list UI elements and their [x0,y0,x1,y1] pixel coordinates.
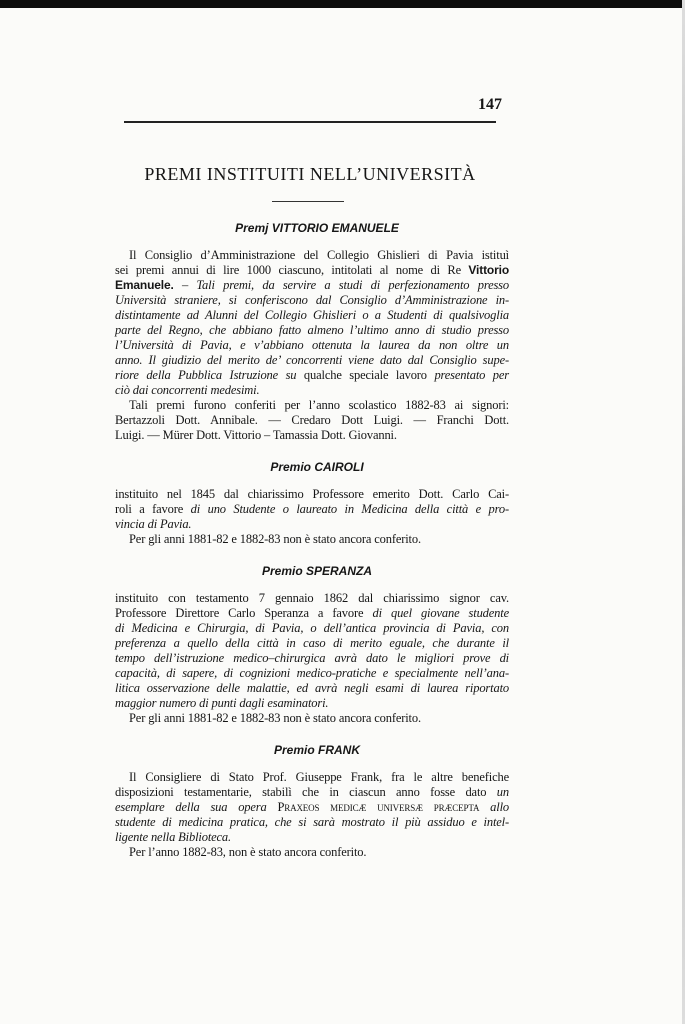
text-segment: presentato per [434,368,509,382]
text-line [115,845,509,860]
text-line [115,278,509,293]
text-line [115,323,509,338]
text-segment: un [496,785,509,799]
text-line [115,636,509,651]
text-segment: Tali premi furono conferiti per l’anno scolastico 1882-83 ai signori: [129,398,509,412]
page-number: 147 [478,96,502,113]
text-line [115,308,509,323]
section-body-frank [115,770,509,860]
text-line [115,591,509,606]
section-heading-speranza: Premio SPERANZA [261,564,373,578]
text-segment: sei premi annui di lire 1000 ciascuno, intitolati al nome di Re [115,263,469,277]
text-segment: ligente nella Biblioteca. [115,830,232,844]
text-segment: Professore Direttore Carlo Speranza a favore [115,606,373,620]
text-line [115,606,509,621]
text-segment: Il Consigliere di Stato Prof. Giuseppe Frank, fra le altre benefiche [129,770,509,784]
text-line [115,696,509,711]
text-segment: di uno Studente o laureato in Medicina della città e pro- [190,502,509,516]
text-line [115,830,509,845]
text-segment: distintamente ad Alunni del Collegio Ghislieri o a Studenti di qualsivoglia [115,308,509,322]
scan-top-border [0,0,685,8]
text-segment: instituito con testamento 7 gennaio 1862 dal chiarissimo signor cav. [115,591,509,605]
text-segment: Università straniere, si conferiscono dal Consiglio d’Amministrazione in- [115,293,509,307]
section-heading-frank: Premio FRANK [273,743,360,757]
text-segment: esemplare della sua opera [115,800,278,814]
text-line [115,263,509,278]
text-segment: vincia di Pavia. [115,517,192,531]
text-segment: Luigi. — Mürer Dott. Vittorio – Tamassia Dott. Giovanni. [115,428,397,442]
text-line [115,815,509,830]
text-segment: maggior numero di punti dagli esaminatori. [115,696,329,710]
header-rule [124,121,496,123]
text-segment: capacità, di sapere, di cognizioni medico-pratiche e specialmente nell’ana- [115,666,509,680]
text-line [115,338,509,353]
text-line [115,248,509,263]
section-body-vittorio-emanuele [115,248,509,443]
text-segment: ciò dai concorrenti medesimi. [115,383,260,397]
text-segment: di quel giovane studente [372,606,509,620]
text-segment: preferenza a quello della città in caso di merito eguale, che durante il [115,636,509,650]
title-rule [272,201,344,202]
text-line [115,785,509,800]
text-segment: Per gli anni 1881-82 e 1882-83 non è stato ancora conferito. [129,711,421,725]
text-segment: l’Università di Pavia, e v’abbiano ottenuta la laurea da non oltre un [115,338,509,352]
text-line [115,413,509,428]
text-line [115,666,509,681]
text-segment: litica osservazione delle malattie, ed avrà negli esami di laurea riportato [115,681,509,695]
text-segment: roli a favore [115,502,191,516]
text-line [115,353,509,368]
text-segment: qualche speciale lavoro [296,368,435,382]
text-line [115,517,509,532]
text-segment: Tali premi, da servire a studi di perfezionamento presso [196,278,509,292]
text-line [115,532,509,547]
text-segment: riore della Pubblica Istruzione su [115,368,297,382]
text-segment: tempo dell’istruzione medico–chirurgica avrà dato le migliori prove di [115,651,509,665]
text-segment: Il Consiglio d’Amministrazione del Collegio Ghislieri di Pavia istituì [129,248,509,262]
text-line [115,711,509,726]
text-segment: Per l’anno 1882-83, non è stato ancora conferito. [129,845,367,859]
text-line [115,651,509,666]
text-segment: instituito nel 1845 dal chiarissimo Professore emerito Dott. Carlo Cai- [115,487,509,501]
text-segment: Praxeos medicæ universæ præcepta [277,800,480,814]
text-line [115,398,509,413]
text-segment: parte del Regno, che abbiano fatto almeno l’ultimo anno di studio presso [115,323,509,337]
text-line [115,383,509,398]
text-segment: – [173,278,197,292]
text-segment: disposizioni testamentarie, stabilì che in ciascun anno fosse dato [115,785,497,799]
page-title: PREMI INSTITUITI NELL’UNIVERSITÀ [144,164,476,184]
section-heading-vittorio-emanuele: Premj VITTORIO EMANUELE [235,221,399,235]
text-segment: studente di medicina pratica, che si sarà mostrato il più assiduo e intel- [115,815,509,829]
section-heading-cairoli: Premio CAIROLI [270,460,364,474]
text-line [115,621,509,636]
text-segment: allo [479,800,509,814]
text-line [115,770,509,785]
text-segment: Bertazzoli Dott. Annibale. — Credaro Dott Luigi. — Franchi Dott. [115,413,509,427]
text-line [115,502,509,517]
text-segment: Per gli anni 1881-82 e 1882-83 non è stato ancora conferito. [129,532,421,546]
text-line [115,428,509,443]
text-segment: anno. Il giudizio del merito de’ concorrenti viene dato dal Consiglio supe- [115,353,509,367]
text-line [115,681,509,696]
page-content [115,220,509,876]
section-body-speranza [115,591,509,726]
text-segment: Emanuele. [115,278,174,292]
text-segment: di Medicina e Chirurgia, di Pavia, o dell’antica provincia di Pavia, con [115,621,509,635]
text-line [115,293,509,308]
section-body-cairoli [115,487,509,547]
text-line [115,487,509,502]
text-segment: Vittorio [468,263,509,277]
text-line [115,368,509,383]
text-line [115,800,509,815]
